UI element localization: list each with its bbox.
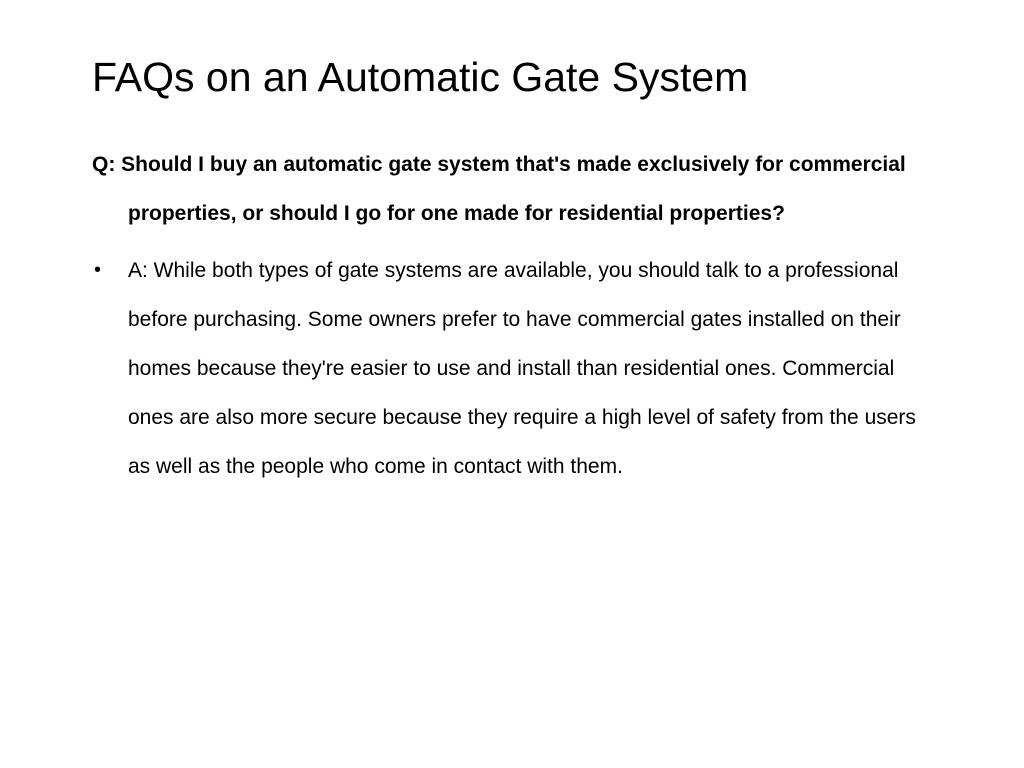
faq-answer-item bbox=[92, 246, 942, 491]
faq-answer: A: While both types of gate systems are available, you should talk to a professional before purchasing. Some owners prefer to have commercial gates installed on their homes because they're easier to use and install than residential ones. Commercial ones are also more secure because they require a high level of safety from the users as well as the people who come in contact with them. bbox=[128, 259, 916, 478]
faq-question: Q: Should I buy an automatic gate system that's made exclusively for commercial properties, or should I go for one made for residential properties? bbox=[92, 153, 906, 225]
slide-content bbox=[92, 140, 942, 491]
slide-title: FAQs on an Automatic Gate System bbox=[92, 54, 749, 100]
bullet-icon: • bbox=[94, 259, 102, 281]
